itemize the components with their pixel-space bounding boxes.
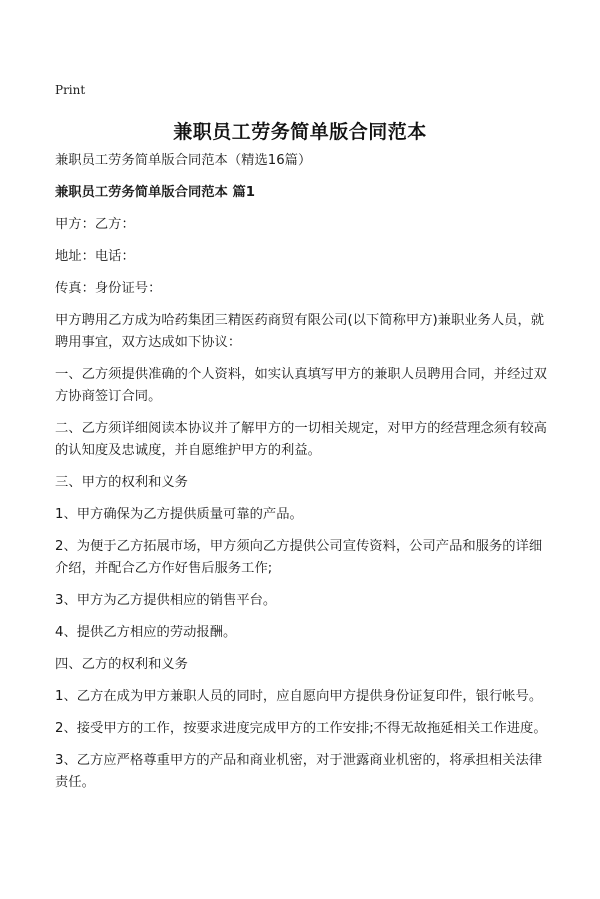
paragraph: 2、接受甲方的工作，按要求进度完成甲方的工作安排;不得无故拖延相关工作进度。 xyxy=(55,721,547,736)
document-title: 兼职员工劳务简单版合同范本 xyxy=(173,121,427,143)
paragraph: 地址：电话： xyxy=(55,249,135,264)
paragraph: 1、甲方确保为乙方提供质量可靠的产品。 xyxy=(55,507,303,522)
section-subheading: 四、乙方的权利和义务 xyxy=(55,657,188,672)
print-label[interactable]: Print xyxy=(55,83,86,97)
section-subheading: 三、甲方的权利和义务 xyxy=(55,475,188,490)
paragraph: 一、乙方须提供准确的个人资料，如实认真填写甲方的兼职人员聘用合同，并经过双方协商签订合同。 xyxy=(55,367,547,404)
document-body xyxy=(55,150,555,804)
paragraph: 1、乙方在成为甲方兼职人员的同时，应自愿向甲方提供身份证复印件，银行帐号。 xyxy=(55,689,543,704)
paragraph: 2、为便于乙方拓展市场，甲方须向乙方提供公司宣传资料，公司产品和服务的详细介绍，并配合乙方作好售后服务工作; xyxy=(55,539,543,576)
paragraph: 甲方：乙方： xyxy=(55,217,135,232)
paragraph: 甲方聘用乙方成为哈药集团三精医药商贸有限公司(以下简称甲方)兼职业务人员，就聘用事宜，双方达成如下协议： xyxy=(55,313,545,350)
paragraph: 4、提供乙方相应的劳动报酬。 xyxy=(55,625,237,640)
paragraph: 二、乙方须详细阅读本协议并了解甲方的一切相关规定，对甲方的经营理念须有较高的认知度及忠诚度，并自愿维护甲方的利益。 xyxy=(55,421,547,458)
paragraph: 3、乙方应严格尊重甲方的产品和商业机密，对于泄露商业机密的，将承担相关法律责任。 xyxy=(55,753,543,790)
paragraph: 传真：身份证号： xyxy=(55,281,162,296)
section-heading: 兼职员工劳务简单版合同范本 篇1 xyxy=(55,185,256,200)
paragraph: 3、甲方为乙方提供相应的销售平台。 xyxy=(55,593,277,608)
document-subtitle: 兼职员工劳务简单版合同范本（精选16篇） xyxy=(55,153,312,168)
